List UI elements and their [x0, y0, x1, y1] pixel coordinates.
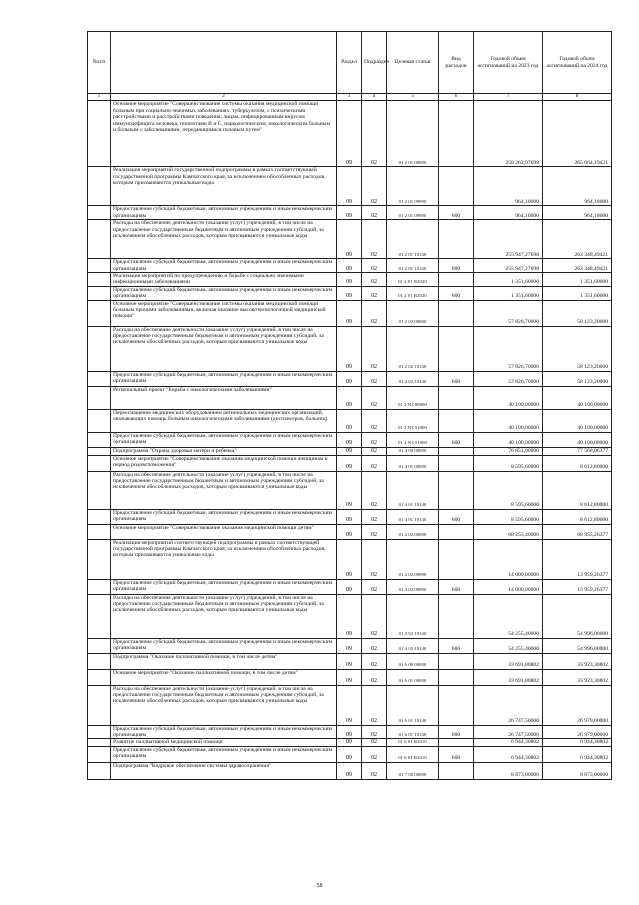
col-number: 1 [88, 94, 111, 101]
table-row [88, 471, 612, 509]
row-target-code: 01 2 01 R2020 [387, 273, 439, 287]
row-target-code: 01 6 00 00000 [387, 653, 439, 669]
row-description: Основное мероприятие "Совершенствование системы оказания медицинской помощи больным прочими заболеваниями, включая оказание высокотехнологичной медицинской помощи" [111, 300, 337, 326]
row-subsection: 02 [362, 669, 387, 685]
row-amount-2023: 40 100,00000 [474, 409, 543, 432]
row-number [88, 386, 111, 409]
col-number: 7 [474, 94, 543, 101]
row-expense-type [439, 594, 474, 638]
row-amount-2024: 263 348,49421 [543, 220, 612, 259]
row-subsection: 02 [362, 539, 387, 579]
row-target-code: 01 4 02 00000 [387, 524, 439, 539]
row-section: 09 [337, 273, 362, 287]
row-section: 09 [337, 579, 362, 594]
row-amount-2024: 6 944,30802 [543, 746, 612, 762]
row-expense-type [439, 685, 474, 725]
row-amount-2024: 58 123,20000 [543, 371, 612, 386]
header-expense: Вид расходов [439, 32, 474, 94]
row-amount-2024: 33 923,30802 [543, 669, 612, 685]
row-section: 09 [337, 300, 362, 326]
row-description: Основное мероприятие "Оказание паллиативной помощи, в том числе детям" [111, 669, 337, 685]
row-section: 09 [337, 669, 362, 685]
page-number: 58 [316, 883, 323, 889]
row-amount-2023: 1 351,60000 [474, 286, 543, 300]
row-expense-type [439, 326, 474, 371]
row-description: Подпрограмма "Охрана здоровья матери и ребенка" [111, 447, 337, 455]
row-expense-type [439, 669, 474, 685]
row-target-code: 01 7 00 00000 [387, 762, 439, 779]
table-row [88, 725, 612, 739]
row-amount-2024: 8 612,80000 [543, 509, 612, 524]
row-amount-2023: 8 595,60000 [474, 455, 543, 471]
row-amount-2024: 13 959,26377 [543, 579, 612, 594]
row-description: Расходы на обеспечение деятельности (оказание услуг) учреждений, в том числе на предоставление государственным бюджетным и автономным учреждениям субсидий, за исключением обособленных расходов, которым присваиваются уникальные коды [111, 220, 337, 259]
row-amount-2024: 1 351,60000 [543, 286, 612, 300]
row-description: Предоставление субсидий бюджетным, автономным учреждениям и иным некоммерческим организациям [111, 638, 337, 653]
row-target-code: 01 4 01 10140 [387, 471, 439, 509]
row-amount-2023: 54 255,40000 [474, 638, 543, 653]
row-number [88, 471, 111, 509]
row-amount-2024: 40 100,00000 [543, 409, 612, 432]
header-subsection: Подраздел [362, 32, 387, 94]
row-amount-2024: 40 100,00000 [543, 432, 612, 447]
row-subsection: 02 [362, 746, 387, 762]
row-amount-2023: 258 262,97698 [474, 101, 543, 167]
row-description: Подпрограмма "Кадровое обеспечение системы здравоохранения" [111, 762, 337, 779]
table-row [88, 259, 612, 273]
header-target: Целевая статья [387, 32, 439, 94]
row-amount-2023: 8 873,00000 [474, 762, 543, 779]
col-number: 2 [111, 94, 337, 101]
row-amount-2024: 26 979,00000 [543, 725, 612, 739]
row-target-code: 01 2 01 09990 [387, 167, 439, 206]
row-number [88, 669, 111, 685]
row-subsection: 02 [362, 739, 387, 746]
table-row [88, 685, 612, 725]
row-number [88, 220, 111, 259]
row-amount-2023: 14 000,00000 [474, 579, 543, 594]
row-number [88, 409, 111, 432]
row-amount-2023: 33 691,80802 [474, 653, 543, 669]
table-row [88, 386, 612, 409]
row-description: Основное мероприятие "Совершенствование оказания медицинской помощи детям" [111, 524, 337, 539]
row-expense-type: 600 [439, 371, 474, 386]
row-target-code: 01 2 02 00000 [387, 300, 439, 326]
row-number [88, 371, 111, 386]
header-y2024: Годовой объем ассигнований на 2024 год [543, 32, 612, 94]
row-subsection: 02 [362, 725, 387, 739]
table-body [88, 101, 612, 779]
row-description: Реализация мероприятий по предупреждению и борьбе с социально значимыми инфекционными заболеваниями [111, 273, 337, 287]
header-num: №п/п [88, 32, 111, 94]
row-target-code: 01 4 01 00000 [387, 455, 439, 471]
row-expense-type [439, 447, 474, 455]
table-row [88, 286, 612, 300]
row-target-code: 01 4 02 10140 [387, 594, 439, 638]
row-amount-2023: 33 691,80802 [474, 669, 543, 685]
row-section: 09 [337, 594, 362, 638]
row-subsection: 02 [362, 259, 387, 273]
row-amount-2024: 263 348,49421 [543, 259, 612, 273]
row-number [88, 746, 111, 762]
row-amount-2024: 77 568,06377 [543, 447, 612, 455]
row-number [88, 638, 111, 653]
row-target-code: 01 2 N3 51900 [387, 409, 439, 432]
row-amount-2024: 54 996,00000 [543, 638, 612, 653]
row-amount-2023: 26 747,50000 [474, 685, 543, 725]
row-section: 09 [337, 386, 362, 409]
row-expense-type [439, 471, 474, 509]
row-subsection: 02 [362, 220, 387, 259]
row-subsection: 02 [362, 471, 387, 509]
row-section: 09 [337, 638, 362, 653]
row-amount-2023: 54 255,40000 [474, 594, 543, 638]
row-description: Реализация мероприятий государственной подпрограммы в рамках соответствующей государственной программы Камчатского края, за исключением обособленных расходов, которым присваиваются уникальные коды [111, 167, 337, 206]
row-target-code: 01 6 01 10140 [387, 725, 439, 739]
header-section: Раздел [337, 32, 362, 94]
row-target-code: 01 2 01 R2020 [387, 286, 439, 300]
row-section: 09 [337, 286, 362, 300]
row-description: Расходы на обеспечение деятельности (оказание услуг) учреждений, в том числе на предоставление государственным бюджетным и автономным учреждениям субсидий, за исключением обособленных расходов, которым присваиваются уникальные коды [111, 471, 337, 509]
row-section: 09 [337, 206, 362, 220]
row-subsection: 02 [362, 455, 387, 471]
row-description: Расходы на обеспечение деятельности (оказание услуг) учреждений, в том числе на предоставление государственным бюджетным и автономным учреждениям субсидий, за исключением обособленных расходов, которым присваиваются уникальные коды [111, 326, 337, 371]
row-expense-type [439, 762, 474, 779]
table-row [88, 409, 612, 432]
table-row [88, 206, 612, 220]
row-section: 09 [337, 447, 362, 455]
row-description: Основное мероприятие "Совершенствование оказания медицинской помощи женщинам в период родовспоможения" [111, 455, 337, 471]
row-section: 09 [337, 220, 362, 259]
table-row [88, 447, 612, 455]
row-amount-2024: 40 100,00000 [543, 386, 612, 409]
row-subsection: 02 [362, 653, 387, 669]
row-section: 09 [337, 432, 362, 447]
row-description: Предоставление субсидий бюджетным, автономным учреждениям и иным некоммерческим организациям [111, 725, 337, 739]
row-number [88, 725, 111, 739]
row-number [88, 206, 111, 220]
row-subsection: 02 [362, 273, 387, 287]
row-target-code: 01 2 N3 51900 [387, 432, 439, 447]
table-row [88, 273, 612, 287]
table-row [88, 300, 612, 326]
row-amount-2023: 255 947,27698 [474, 220, 543, 259]
row-description: Предоставление субсидий бюджетным, автономным учреждениям и иным некоммерческим организациям [111, 509, 337, 524]
row-expense-type [439, 273, 474, 287]
row-section: 09 [337, 524, 362, 539]
row-expense-type: 600 [439, 286, 474, 300]
row-target-code: 01 6 01 R2010 [387, 739, 439, 746]
row-subsection: 02 [362, 386, 387, 409]
row-expense-type [439, 409, 474, 432]
row-subsection: 02 [362, 326, 387, 371]
table-row [88, 432, 612, 447]
table-row [88, 220, 612, 259]
row-target-code: 01 2 02 10140 [387, 371, 439, 386]
row-description: Подпрограмма "Оказание паллиативной помощи, в том числе детям" [111, 653, 337, 669]
row-subsection: 02 [362, 300, 387, 326]
row-subsection: 02 [362, 524, 387, 539]
row-expense-type [439, 739, 474, 746]
row-section: 09 [337, 455, 362, 471]
header-row [88, 32, 612, 94]
header-name [111, 32, 337, 94]
row-description: Предоставление субсидий бюджетным, автономным учреждениям и иным некоммерческим организациям [111, 286, 337, 300]
row-section: 09 [337, 746, 362, 762]
row-subsection: 02 [362, 447, 387, 455]
row-expense-type [439, 300, 474, 326]
row-number [88, 447, 111, 455]
row-amount-2023: 14 000,00000 [474, 539, 543, 579]
row-description: Развитие паллиативной медицинской помощи [111, 739, 337, 746]
row-target-code: 01 2 01 09990 [387, 206, 439, 220]
header-y2023: Годовой объем ассигнований на 2023 год [474, 32, 543, 94]
row-amount-2024: 964,10000 [543, 206, 612, 220]
row-description: Предоставление субсидий бюджетным, автономным учреждениям и иным некоммерческим организациям [111, 259, 337, 273]
row-subsection: 02 [362, 685, 387, 725]
row-amount-2023: 76 851,00000 [474, 447, 543, 455]
row-number [88, 286, 111, 300]
row-description: Расходы на обеспечение деятельности (оказание услуг) учреждений, в том числе на предоставление государственным бюджетным и автономным учреждениям субсидий, за исключением обособленных расходов, которым присваиваются уникальные коды [111, 685, 337, 725]
row-description: Основное мероприятие "Совершенствование системы оказания медицинской помощи больным при социально-значимых заболеваниях: туберкулезом, с психическими расстройствами и расстройствами поведения, лицам, инфицированным вирусом иммунодефицита человека, гепатитами В и С, наркологическим, онкологическим больным и больным с заболеваниями, передающимися половым путем" [111, 101, 337, 167]
table-row [88, 455, 612, 471]
row-amount-2023: 57 826,70000 [474, 326, 543, 371]
row-number [88, 739, 111, 746]
row-target-code: 01 4 00 00000 [387, 447, 439, 455]
col-number: 3 [337, 94, 362, 101]
row-number [88, 579, 111, 594]
row-target-code: 01 6 01 10140 [387, 685, 439, 725]
row-target-code: 01 2 01 10140 [387, 220, 439, 259]
row-expense-type: 600 [439, 259, 474, 273]
col-number: 8 [543, 94, 612, 101]
row-section: 09 [337, 762, 362, 779]
row-subsection: 02 [362, 594, 387, 638]
row-number [88, 432, 111, 447]
row-number [88, 524, 111, 539]
row-number [88, 167, 111, 206]
row-subsection: 02 [362, 371, 387, 386]
col-number: 6 [439, 94, 474, 101]
row-subsection: 02 [362, 409, 387, 432]
row-amount-2024: 58 123,20000 [543, 326, 612, 371]
row-amount-2023: 255 947,27698 [474, 259, 543, 273]
row-description: Предоставление субсидий бюджетным, автономным учреждениям и иным некоммерческим организациям [111, 746, 337, 762]
row-amount-2024: 8 612,80000 [543, 471, 612, 509]
table-row [88, 524, 612, 539]
row-section: 09 [337, 685, 362, 725]
col-number: 5 [387, 94, 439, 101]
row-amount-2024: 1 351,60000 [543, 273, 612, 287]
row-amount-2024: 54 996,00000 [543, 594, 612, 638]
row-number [88, 685, 111, 725]
row-expense-type: 600 [439, 579, 474, 594]
row-section: 09 [337, 101, 362, 167]
row-subsection: 02 [362, 579, 387, 594]
row-number [88, 653, 111, 669]
table-row [88, 594, 612, 638]
row-number [88, 326, 111, 371]
row-amount-2024: 13 959,26377 [543, 539, 612, 579]
row-amount-2023: 6 944,30802 [474, 739, 543, 746]
row-expense-type: 600 [439, 432, 474, 447]
row-subsection: 02 [362, 432, 387, 447]
column-number-row [88, 94, 612, 101]
row-amount-2024: 68 955,26377 [543, 524, 612, 539]
row-number [88, 101, 111, 167]
row-section: 09 [337, 167, 362, 206]
row-expense-type: 600 [439, 509, 474, 524]
row-amount-2024: 964,10000 [543, 167, 612, 206]
row-amount-2023: 57 826,70000 [474, 300, 543, 326]
row-number [88, 539, 111, 579]
row-amount-2024: 6 944,30802 [543, 739, 612, 746]
row-amount-2023: 8 595,60000 [474, 509, 543, 524]
row-target-code: 01 4 01 10140 [387, 509, 439, 524]
row-target-code: 01 4 02 10140 [387, 638, 439, 653]
row-subsection: 02 [362, 638, 387, 653]
budget-table [87, 31, 612, 780]
row-expense-type [439, 539, 474, 579]
row-target-code: 01 2 01 00000 [387, 101, 439, 167]
row-target-code: 01 6 01 00000 [387, 669, 439, 685]
row-section: 09 [337, 409, 362, 432]
row-section: 09 [337, 509, 362, 524]
row-number [88, 509, 111, 524]
row-section: 09 [337, 739, 362, 746]
row-subsection: 02 [362, 206, 387, 220]
row-expense-type: 600 [439, 746, 474, 762]
row-number [88, 594, 111, 638]
table-row [88, 739, 612, 746]
budget-table-sheet [87, 31, 611, 780]
table-row [88, 101, 612, 167]
row-amount-2024: 58 123,20000 [543, 300, 612, 326]
row-section: 09 [337, 725, 362, 739]
row-target-code: 01 2 N3 00000 [387, 386, 439, 409]
row-amount-2023: 26 747,50000 [474, 725, 543, 739]
table-row [88, 371, 612, 386]
row-amount-2024: 33 923,30802 [543, 653, 612, 669]
row-expense-type [439, 167, 474, 206]
row-expense-type: 600 [439, 638, 474, 653]
row-expense-type: 600 [439, 206, 474, 220]
row-section: 09 [337, 371, 362, 386]
row-number [88, 273, 111, 287]
row-subsection: 02 [362, 101, 387, 167]
row-target-code: 01 4 02 09990 [387, 579, 439, 594]
row-amount-2024: 265 664,19421 [543, 101, 612, 167]
row-expense-type [439, 220, 474, 259]
row-subsection: 02 [362, 167, 387, 206]
table-row [88, 638, 612, 653]
row-section: 09 [337, 326, 362, 371]
row-number [88, 300, 111, 326]
row-description: Предоставление субсидий бюджетным, автономным учреждениям и иным некоммерческим организациям [111, 432, 337, 447]
row-expense-type [439, 386, 474, 409]
row-section: 09 [337, 653, 362, 669]
row-expense-type: 600 [439, 725, 474, 739]
row-description: Предоставление субсидий бюджетным, автономным учреждениям и иным некоммерческим организациям [111, 206, 337, 220]
row-amount-2024: 26 979,00000 [543, 685, 612, 725]
row-section: 09 [337, 471, 362, 509]
row-description: Предоставление субсидий бюджетным, автономным учреждениям и иным некоммерческим организациям [111, 579, 337, 594]
row-amount-2023: 964,10000 [474, 206, 543, 220]
row-subsection: 02 [362, 762, 387, 779]
row-target-code: 01 6 01 R2010 [387, 746, 439, 762]
row-amount-2023: 1 351,60000 [474, 273, 543, 287]
row-expense-type [439, 653, 474, 669]
table-row [88, 509, 612, 524]
row-subsection: 02 [362, 286, 387, 300]
row-expense-type [439, 101, 474, 167]
table-row [88, 326, 612, 371]
table-row [88, 539, 612, 579]
table-row [88, 762, 612, 779]
row-description: Предоставление субсидий бюджетным, автономным учреждениям и иным некоммерческим организациям [111, 371, 337, 386]
row-amount-2023: 8 595,60000 [474, 471, 543, 509]
row-amount-2023: 40 100,00000 [474, 432, 543, 447]
row-description: Реализация мероприятий соответствующей подпрограммы в рамках соответствующей государственной программы Камчатского края, за исключением обособленных расходов, которым присваиваются уникальные коды [111, 539, 337, 579]
row-number [88, 259, 111, 273]
row-section: 09 [337, 539, 362, 579]
table-row [88, 746, 612, 762]
row-description: Расходы на обеспечение деятельности (оказание услуг) учреждений, в том числе на предоставление государственным бюджетным и автономным учреждениям субсидий, за исключением обособленных расходов, которым присваиваются уникальные коды [111, 594, 337, 638]
row-target-code: 01 2 02 10140 [387, 326, 439, 371]
row-amount-2023: 57 826,70000 [474, 371, 543, 386]
row-amount-2023: 6 944,30802 [474, 746, 543, 762]
table-row [88, 579, 612, 594]
row-number [88, 455, 111, 471]
row-description: Региональный проект "Борьба с онкологическими заболеваниями" [111, 386, 337, 409]
row-amount-2023: 964,10000 [474, 167, 543, 206]
row-number [88, 762, 111, 779]
row-description: Переоснащение медицинских оборудованием региональных медицинских организаций, оказывающих помощь больным онкологическими заболеваниями (диспансеров, больниц) [111, 409, 337, 432]
row-amount-2024: 8 612,80000 [543, 455, 612, 471]
row-amount-2023: 40 100,00000 [474, 386, 543, 409]
col-number: 4 [362, 94, 387, 101]
row-amount-2024: 8 873,00000 [543, 762, 612, 779]
row-subsection: 02 [362, 509, 387, 524]
row-target-code: 01 2 01 10140 [387, 259, 439, 273]
table-row [88, 669, 612, 685]
row-target-code: 01 4 02 09990 [387, 539, 439, 579]
table-row [88, 167, 612, 206]
row-section: 09 [337, 259, 362, 273]
row-expense-type [439, 455, 474, 471]
row-expense-type [439, 524, 474, 539]
table-row [88, 653, 612, 669]
row-amount-2023: 68 255,40000 [474, 524, 543, 539]
